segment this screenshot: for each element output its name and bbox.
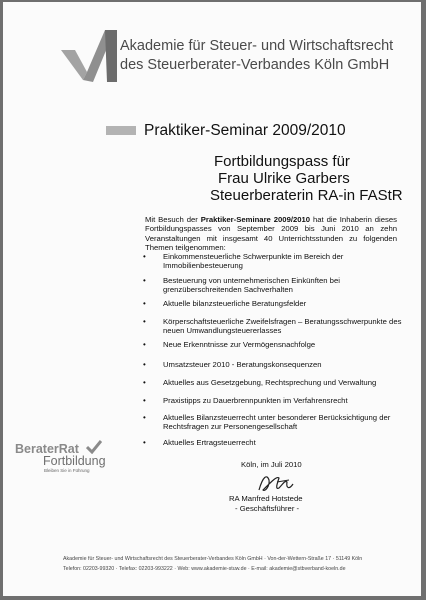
- topic-item: [141, 252, 411, 271]
- topic-item: [141, 276, 411, 295]
- fortbildung-logo-text: Fortbildung: [43, 454, 106, 468]
- topic-item: [141, 340, 411, 349]
- topic-text: Umsatzsteuer 2010 - Beratungskonsequenzen: [163, 360, 322, 369]
- holder-name: Frau Ulrike Garbers: [218, 170, 350, 187]
- topic-text: Praxistipps zu Dauerbrennpunkten im Verfahrensrecht: [163, 396, 348, 405]
- topic-text: Körperschaftsteuerliche Zweifelsfragen – Beratungsschwerpunkte des neuen Umwandlungsteuererlasses: [163, 317, 402, 336]
- org-name-line2: des Steuerberater-Verbandes Köln GmbH: [120, 57, 390, 73]
- topic-item: [141, 317, 411, 336]
- topic-item: [141, 360, 411, 369]
- bullet-icon: •: [143, 252, 146, 261]
- handwritten-signature: [253, 470, 313, 496]
- intro-bold-text: Praktiker-Seminare 2009/2010: [200, 215, 311, 224]
- topic-text: Einkommensteuerliche Schwerpunkte im Bereich der Immobilienbesteuerung: [163, 252, 344, 271]
- holder-role: Steuerberaterin RA-in FAStR: [210, 187, 403, 204]
- checkmark-icon: [86, 440, 102, 454]
- topic-item: [141, 396, 411, 405]
- bullet-icon: •: [143, 317, 146, 326]
- place-date: Köln, im Juli 2010: [241, 460, 302, 469]
- signer-name: RA Manfred Hotstede: [229, 494, 303, 503]
- intro-text-start: Mit Besuch der: [145, 215, 201, 224]
- academy-logo-icon: [61, 26, 121, 86]
- topic-item: [141, 413, 411, 432]
- title-accent-bar: [106, 126, 136, 135]
- topic-text: Aktuelles aus Gesetzgebung, Rechtsprechung und Verwaltung: [163, 378, 377, 387]
- topic-item: [141, 378, 411, 387]
- topic-text: Besteuerung von unternehmerischen Einkünften bei grenzüberschreitenden Sachverhalten: [163, 276, 340, 295]
- intro-text-end: hat die Inhaberin dieses Fortbildungspasses von September 2009 bis Juni 2010 an zehn Veranstaltungen mit insgesamt 40 Unterrichtsstunden zu folgenden Themen teilgenommen:: [145, 215, 397, 253]
- bullet-icon: •: [143, 396, 146, 405]
- bullet-icon: •: [143, 276, 146, 285]
- bullet-icon: •: [143, 340, 146, 349]
- org-name-line1: Akademie für Steuer- und Wirtschaftsrecht: [120, 38, 394, 54]
- bullet-icon: •: [143, 360, 146, 369]
- topic-text: Aktuelle bilanzsteuerliche Beratungsfelder: [163, 299, 307, 308]
- intro-paragraph: [145, 215, 397, 253]
- footer-address: Akademie für Steuer- und Wirtschaftsrecht des Steuerberater-Verbandes Köln GmbH · Von-der-Wettern-Straße 17 · 51149 Köln: [63, 556, 363, 562]
- document-page: [3, 2, 421, 596]
- topic-item: [141, 438, 411, 447]
- bullet-icon: •: [143, 378, 146, 387]
- beraterrat-logo-text: BeraterRat: [15, 442, 79, 456]
- footer-contact: Telefon: 02203-99320 · Telefax: 02203-993222 · Web: www.akademie-stuw.de · E-mail: akademie@stbverband-koeln.de: [63, 566, 346, 572]
- topic-text: Aktuelles Ertragsteuerrecht: [163, 438, 256, 447]
- bullet-icon: •: [143, 413, 146, 422]
- topic-text: Neue Erkenntnisse zur Vermögensnachfolge: [163, 340, 316, 349]
- topic-text: Aktuelles Bilanzsteuerrecht unter besonderer Berücksichtigung der Rechtsfragen zur Personengesellschaft: [163, 413, 391, 432]
- pass-title: Fortbildungspass für: [214, 153, 350, 170]
- signer-role: - Geschäftsführer -: [235, 504, 300, 513]
- topic-item: [141, 299, 411, 308]
- bullet-icon: •: [143, 438, 146, 447]
- bullet-icon: •: [143, 299, 146, 308]
- logo-tagline: Bleiben Sie in Führung: [44, 468, 90, 473]
- seminar-title: Praktiker-Seminar 2009/2010: [144, 122, 346, 139]
